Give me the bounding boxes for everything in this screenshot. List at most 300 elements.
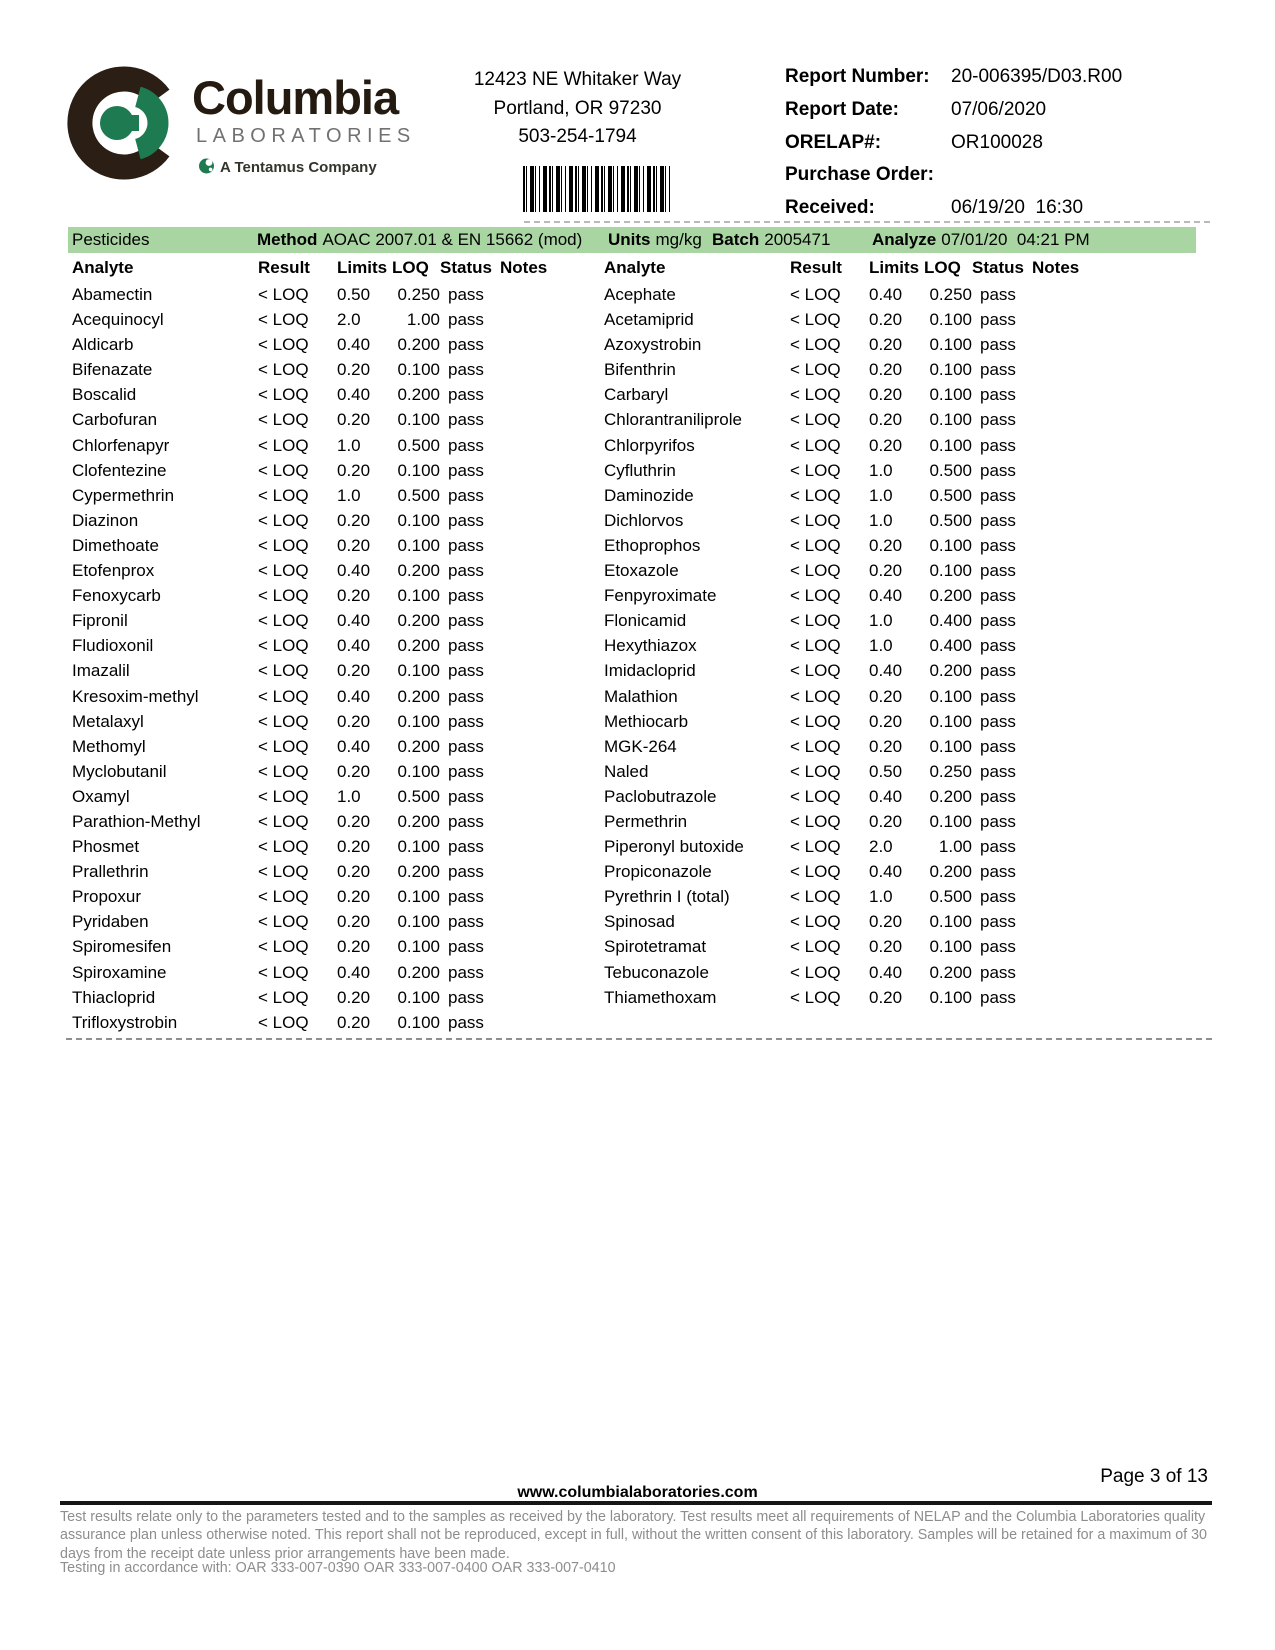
status-value: pass — [980, 837, 1016, 857]
loq-value: 1.00 — [938, 837, 972, 857]
analyze-label: Analyze — [872, 230, 937, 249]
table-row — [68, 759, 600, 784]
table-row — [68, 960, 600, 985]
status-value: pass — [980, 711, 1016, 731]
table-row — [68, 382, 600, 407]
status-value: pass — [448, 862, 484, 882]
result-value: < LOQ — [258, 611, 309, 631]
status-value: pass — [980, 510, 1016, 530]
loq-value: 0.100 — [929, 310, 972, 330]
loq-value: 0.200 — [397, 686, 440, 706]
result-value: < LOQ — [790, 686, 841, 706]
loq-value: 0.100 — [397, 1012, 440, 1032]
result-value: < LOQ — [790, 435, 841, 455]
limits-value: 0.40 — [337, 686, 371, 706]
result-value: < LOQ — [258, 912, 309, 932]
analyte-name: Acetamiprid — [604, 310, 694, 330]
limits-value: 0.20 — [337, 862, 371, 882]
loq-value: 0.100 — [397, 711, 440, 731]
limits-value: 0.20 — [337, 987, 371, 1007]
purchase-order-label: Purchase Order: — [785, 164, 934, 186]
status-value: pass — [980, 335, 1016, 355]
loq-value: 0.250 — [929, 285, 972, 304]
table-row — [600, 709, 1212, 734]
limits-value: 2.0 — [869, 837, 893, 857]
notes-value — [500, 658, 600, 683]
result-value: < LOQ — [790, 586, 841, 606]
limits-value: 0.40 — [337, 611, 371, 631]
notes-value — [500, 684, 600, 709]
notes-value — [500, 859, 600, 884]
notes-value — [500, 884, 600, 909]
result-value: < LOQ — [258, 360, 309, 380]
limits-value: 0.40 — [337, 335, 371, 355]
table-row — [600, 608, 1212, 633]
loq-value: 0.100 — [929, 736, 972, 756]
column-header-analyte: Analyte — [604, 258, 666, 277]
analyte-name: Spiroxamine — [72, 962, 167, 982]
notes-value — [500, 508, 600, 533]
table-row — [600, 884, 1212, 909]
result-value: < LOQ — [790, 285, 841, 304]
column-header-loq: LOQ — [392, 258, 429, 277]
status-value: pass — [980, 485, 1016, 505]
result-value: < LOQ — [258, 335, 309, 355]
status-value: pass — [448, 786, 484, 806]
table-row — [600, 784, 1212, 809]
notes-value — [500, 483, 600, 508]
result-value: < LOQ — [258, 761, 309, 781]
notes-value — [1032, 960, 1212, 985]
loq-value: 0.500 — [397, 786, 440, 806]
limits-value: 0.40 — [337, 636, 371, 656]
result-value: < LOQ — [790, 485, 841, 505]
limits-value: 0.40 — [337, 736, 371, 756]
limits-value: 0.20 — [337, 510, 371, 530]
status-value: pass — [980, 887, 1016, 907]
column-header-result: Result — [258, 258, 310, 277]
purchase-order-row — [785, 164, 1122, 197]
status-value: pass — [980, 786, 1016, 806]
report-number-value: 20-006395/D03.R00 — [951, 66, 1123, 87]
report-number-row — [785, 66, 1122, 99]
result-value: < LOQ — [790, 310, 841, 330]
limits-value: 0.20 — [337, 887, 371, 907]
analyte-name: Carbaryl — [604, 385, 669, 405]
loq-value: 0.200 — [397, 385, 440, 405]
limits-value: 0.20 — [869, 410, 903, 430]
loq-value: 0.100 — [397, 586, 440, 606]
notes-value — [500, 1010, 600, 1035]
notes-value — [500, 382, 600, 407]
status-value: pass — [448, 686, 484, 706]
status-value: pass — [448, 962, 484, 982]
result-value: < LOQ — [790, 360, 841, 380]
result-value: < LOQ — [258, 837, 309, 857]
result-value: < LOQ — [258, 310, 309, 330]
result-value: < LOQ — [790, 385, 841, 405]
batch-label: Batch — [712, 230, 760, 249]
table-row — [68, 357, 600, 382]
status-value: pass — [980, 285, 1016, 304]
loq-value: 0.100 — [929, 811, 972, 831]
table-row — [68, 508, 600, 533]
address-line-1: 12423 NE Whitaker Way — [473, 69, 682, 90]
analyze-value: 07/01/20 04:21 PM — [941, 230, 1090, 249]
brand-tagline-text: A Tentamus Company — [220, 159, 377, 176]
limits-value: 0.20 — [869, 535, 903, 555]
status-value: pass — [980, 736, 1016, 756]
notes-value — [1032, 633, 1212, 658]
loq-value: 0.250 — [929, 761, 972, 781]
status-value: pass — [980, 862, 1016, 882]
status-value: pass — [980, 586, 1016, 606]
result-value: < LOQ — [258, 410, 309, 430]
analyte-name: Pyridaben — [72, 912, 149, 932]
analyte-name: Acephate — [604, 285, 676, 304]
result-value: < LOQ — [258, 535, 309, 555]
column-header-analyte: Analyte — [72, 258, 134, 277]
limits-value: 1.0 — [869, 510, 893, 530]
status-value: pass — [980, 912, 1016, 932]
table-row — [68, 583, 600, 608]
analyte-name: Chlorfenapyr — [72, 435, 170, 455]
analyte-name: Daminozide — [604, 485, 694, 505]
result-value: < LOQ — [258, 435, 309, 455]
limits-value: 0.50 — [869, 761, 903, 781]
notes-value — [1032, 709, 1212, 734]
status-value: pass — [448, 837, 484, 857]
result-value: < LOQ — [790, 335, 841, 355]
table-header-left — [68, 256, 600, 280]
status-value: pass — [980, 686, 1016, 706]
units-field — [608, 227, 702, 253]
loq-value: 0.100 — [929, 987, 972, 1007]
limits-value: 0.20 — [337, 410, 371, 430]
notes-value — [1032, 282, 1212, 307]
loq-value: 0.500 — [929, 510, 972, 530]
limits-value: 1.0 — [869, 887, 893, 907]
method-value: AOAC 2007.01 & EN 15662 (mod) — [322, 230, 583, 249]
notes-value — [500, 533, 600, 558]
loq-value: 0.100 — [929, 435, 972, 455]
status-value: pass — [980, 987, 1016, 1007]
limits-value: 0.20 — [869, 435, 903, 455]
analyte-name: Prallethrin — [72, 862, 149, 882]
status-value: pass — [448, 435, 484, 455]
table-row — [68, 909, 600, 934]
table-row — [600, 483, 1212, 508]
status-value: pass — [980, 661, 1016, 681]
notes-value — [500, 759, 600, 784]
loq-value: 0.100 — [929, 335, 972, 355]
result-value: < LOQ — [790, 661, 841, 681]
status-value: pass — [448, 987, 484, 1007]
loq-value: 0.200 — [397, 335, 440, 355]
limits-value: 0.40 — [869, 285, 903, 304]
loq-value: 0.100 — [397, 987, 440, 1007]
limits-value: 1.0 — [869, 636, 893, 656]
limits-value: 0.20 — [337, 460, 371, 480]
result-value: < LOQ — [258, 786, 309, 806]
result-value: < LOQ — [790, 410, 841, 430]
table-row — [600, 307, 1212, 332]
loq-value: 0.400 — [929, 636, 972, 656]
result-value: < LOQ — [258, 485, 309, 505]
notes-value — [1032, 658, 1212, 683]
notes-value — [500, 458, 600, 483]
limits-value: 0.20 — [869, 912, 903, 932]
notes-value — [1032, 759, 1212, 784]
notes-value — [500, 407, 600, 432]
analyte-name: Cypermethrin — [72, 485, 175, 505]
column-header-status: Status — [972, 258, 1024, 277]
limits-value: 0.40 — [869, 661, 903, 681]
column-header-result: Result — [790, 258, 842, 277]
table-row — [600, 357, 1212, 382]
result-value: < LOQ — [258, 962, 309, 982]
status-value: pass — [980, 811, 1016, 831]
orelap-label: ORELAP#: — [785, 131, 882, 153]
limits-value: 1.0 — [869, 460, 893, 480]
column-header-limits: Limits — [869, 258, 920, 277]
analyte-name: Dichlorvos — [604, 510, 684, 530]
notes-value — [1032, 608, 1212, 633]
loq-value: 0.200 — [929, 862, 972, 882]
table-row — [600, 960, 1212, 985]
received-row — [785, 197, 1122, 230]
loq-value: 0.400 — [929, 611, 972, 631]
table-row — [600, 508, 1212, 533]
analyte-name: Thiamethoxam — [604, 987, 717, 1007]
loq-value: 0.250 — [397, 285, 440, 304]
loq-value: 0.100 — [397, 360, 440, 380]
result-value: < LOQ — [258, 285, 309, 304]
table-row — [600, 985, 1212, 1010]
loq-value: 0.100 — [929, 561, 972, 581]
status-value: pass — [448, 1012, 484, 1032]
table-row — [68, 483, 600, 508]
loq-value: 0.100 — [929, 535, 972, 555]
limits-value: 0.20 — [337, 837, 371, 857]
pesticide-results-right-column — [600, 282, 1212, 1010]
analyte-name: Fipronil — [72, 611, 128, 631]
analyte-name: Naled — [604, 761, 649, 781]
loq-value: 0.200 — [397, 561, 440, 581]
loq-value: 0.100 — [397, 535, 440, 555]
status-value: pass — [448, 711, 484, 731]
limits-value: 0.40 — [869, 862, 903, 882]
notes-value — [500, 633, 600, 658]
notes-value — [1032, 809, 1212, 834]
limits-value: 0.20 — [869, 736, 903, 756]
analyte-name: Chlorpyrifos — [604, 435, 695, 455]
result-value: < LOQ — [258, 862, 309, 882]
table-row — [68, 307, 600, 332]
notes-value — [500, 307, 600, 332]
table-row — [68, 658, 600, 683]
table-row — [600, 533, 1212, 558]
brand-tagline — [198, 157, 416, 178]
table-row — [68, 407, 600, 432]
analyte-name: Bifenthrin — [604, 360, 676, 380]
notes-value — [500, 734, 600, 759]
notes-value — [1032, 583, 1212, 608]
status-value: pass — [448, 636, 484, 656]
status-value: pass — [980, 410, 1016, 430]
notes-value — [500, 934, 600, 959]
table-row — [600, 433, 1212, 458]
page-number: Page 3 of 13 — [1100, 1466, 1208, 1487]
column-header-notes: Notes — [500, 258, 548, 277]
analyte-name: Paclobutrazole — [604, 786, 717, 806]
column-header-notes: Notes — [1032, 258, 1080, 277]
analyte-name: Fenpyroximate — [604, 586, 717, 606]
limits-value: 0.20 — [337, 912, 371, 932]
analyte-name: Imazalil — [72, 661, 130, 681]
loq-value: 0.100 — [929, 360, 972, 380]
notes-value — [1032, 834, 1212, 859]
loq-value: 0.100 — [397, 510, 440, 530]
status-value: pass — [448, 661, 484, 681]
limits-value: 0.20 — [337, 360, 371, 380]
table-row — [600, 658, 1212, 683]
table-row — [68, 784, 600, 809]
loq-value: 0.500 — [929, 887, 972, 907]
loq-value: 0.100 — [929, 711, 972, 731]
table-row — [600, 382, 1212, 407]
method-field — [257, 227, 582, 253]
result-value: < LOQ — [258, 686, 309, 706]
analyte-name: Diazinon — [72, 510, 139, 530]
table-row — [600, 934, 1212, 959]
result-value: < LOQ — [790, 862, 841, 882]
table-row — [68, 633, 600, 658]
analyte-name: Trifloxystrobin — [72, 1012, 178, 1032]
columbia-logo-icon — [64, 58, 188, 193]
notes-value — [1032, 357, 1212, 382]
limits-value: 0.20 — [869, 385, 903, 405]
result-value: < LOQ — [258, 811, 309, 831]
analyte-name: Spinosad — [604, 912, 675, 932]
website-link[interactable]: www.columbialaboratories.com — [517, 1484, 758, 1501]
notes-value — [500, 558, 600, 583]
notes-value — [1032, 859, 1212, 884]
received-value: 06/19/20 16:30 — [951, 197, 1084, 219]
status-value: pass — [980, 460, 1016, 480]
limits-value: 0.20 — [337, 1012, 371, 1032]
table-row — [600, 809, 1212, 834]
result-value: < LOQ — [258, 661, 309, 681]
status-value: pass — [448, 937, 484, 957]
limits-value: 1.0 — [869, 485, 893, 505]
analyte-name: Permethrin — [604, 811, 688, 831]
notes-value — [1032, 407, 1212, 432]
analyte-name: Fludioxonil — [72, 636, 154, 656]
notes-value — [1032, 382, 1212, 407]
notes-value — [500, 332, 600, 357]
table-row — [68, 533, 600, 558]
analyte-name: Spiromesifen — [72, 937, 172, 957]
status-value: pass — [448, 811, 484, 831]
result-value: < LOQ — [790, 535, 841, 555]
table-row — [68, 1010, 600, 1035]
table-row — [68, 684, 600, 709]
status-value: pass — [980, 636, 1016, 656]
notes-value — [500, 960, 600, 985]
result-value: < LOQ — [790, 937, 841, 957]
notes-value — [1032, 483, 1212, 508]
result-value: < LOQ — [790, 510, 841, 530]
limits-value: 0.20 — [869, 360, 903, 380]
notes-value — [500, 433, 600, 458]
analyte-name: Oxamyl — [72, 786, 130, 806]
notes-value — [1032, 433, 1212, 458]
result-value: < LOQ — [790, 736, 841, 756]
analyte-name: Propiconazole — [604, 862, 712, 882]
loq-value: 0.200 — [929, 962, 972, 982]
result-value: < LOQ — [790, 786, 841, 806]
notes-value — [500, 834, 600, 859]
footer-disclaimer: Test results relate only to the parameters tested and to the samples as received by the laboratory. Test results meet all requirements of NELAP and the Columbia Laboratories quality assurance plan unless otherwise noted. This report shall not be reproduced, except in full, without the written consent of this laboratory. Samples will be retained for a maximum of 30 days from the receipt date unless prior arrangements have been made. — [60, 1509, 1208, 1562]
analyte-name: Methomyl — [72, 736, 146, 756]
loq-value: 0.100 — [397, 887, 440, 907]
limits-value: 0.20 — [869, 335, 903, 355]
batch-field — [712, 227, 830, 253]
analyte-name: Metalaxyl — [72, 711, 144, 731]
result-value: < LOQ — [258, 385, 309, 405]
column-header-limits: Limits — [337, 258, 388, 277]
analyte-name: MGK-264 — [604, 736, 677, 756]
analyte-name: Propoxur — [72, 887, 141, 907]
table-row — [600, 859, 1212, 884]
result-value: < LOQ — [258, 1012, 309, 1032]
notes-value — [1032, 909, 1212, 934]
status-value: pass — [980, 310, 1016, 330]
result-value: < LOQ — [258, 510, 309, 530]
analyte-name: Etoxazole — [604, 561, 679, 581]
status-value: pass — [448, 912, 484, 932]
table-row — [600, 282, 1212, 307]
loq-value: 0.200 — [397, 636, 440, 656]
notes-value — [1032, 332, 1212, 357]
status-value: pass — [448, 736, 484, 756]
loq-value: 0.200 — [929, 786, 972, 806]
barcode-image — [523, 166, 671, 212]
status-value: pass — [980, 435, 1016, 455]
table-row — [600, 684, 1212, 709]
result-value: < LOQ — [258, 460, 309, 480]
notes-value — [1032, 558, 1212, 583]
analyte-name: Malathion — [604, 686, 678, 706]
table-row — [68, 608, 600, 633]
company-logo — [64, 58, 416, 193]
loq-value: 0.100 — [929, 410, 972, 430]
table-row — [68, 332, 600, 357]
table-row — [68, 884, 600, 909]
loq-value: 0.100 — [397, 837, 440, 857]
report-date-value: 07/06/2020 — [951, 98, 1047, 120]
batch-value: 2005471 — [764, 230, 831, 249]
loq-value: 0.100 — [397, 761, 440, 781]
table-row — [600, 909, 1212, 934]
status-value: pass — [448, 485, 484, 505]
analyte-name: Ethoprophos — [604, 535, 701, 555]
notes-value — [500, 583, 600, 608]
loq-value: 0.200 — [397, 611, 440, 631]
status-value: pass — [448, 887, 484, 907]
analyte-name: Acequinocyl — [72, 310, 164, 330]
